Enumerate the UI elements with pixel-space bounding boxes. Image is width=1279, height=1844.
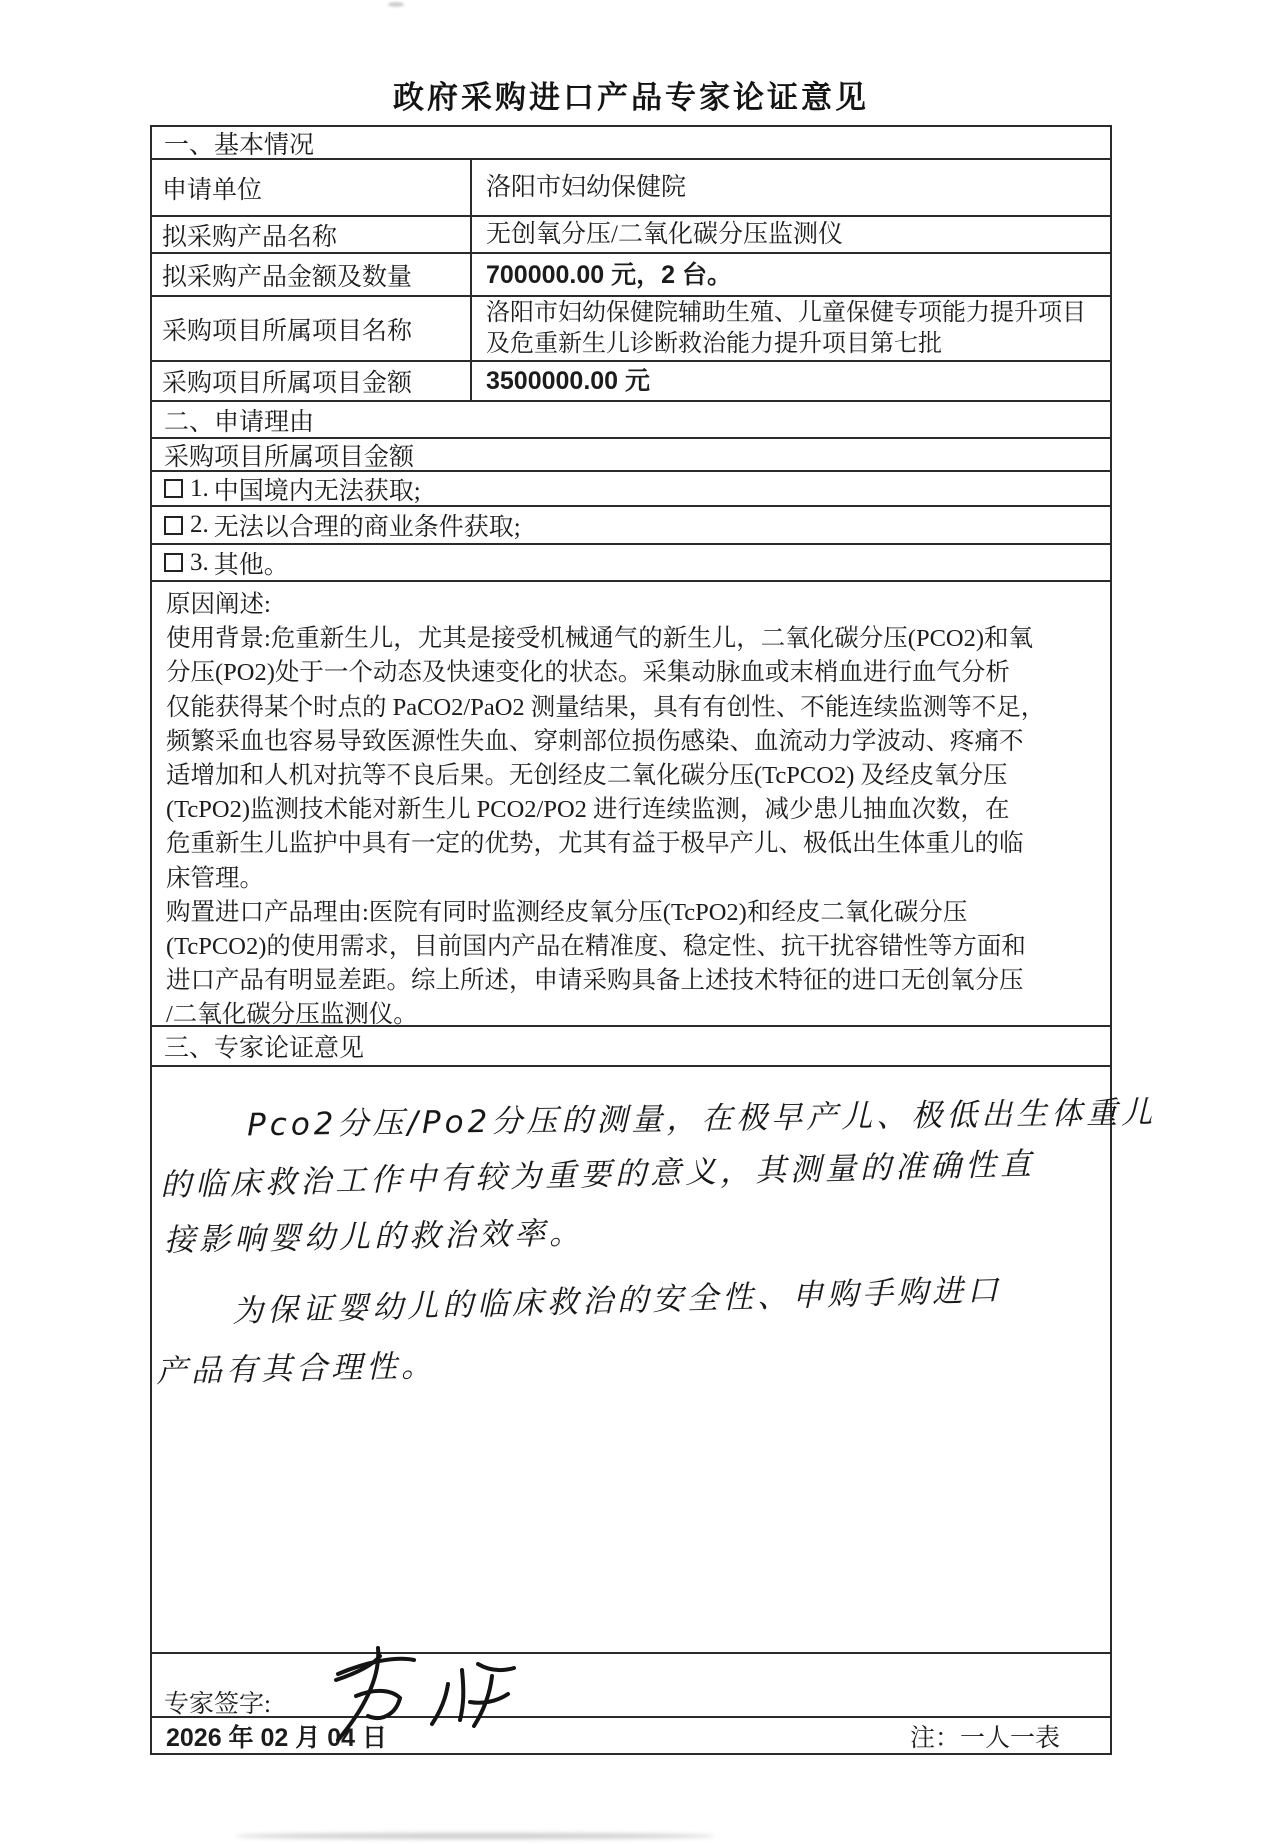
option-2-number: 2. [190,511,209,538]
section2-header: 二、申请理由 [164,408,315,436]
reason-line: /二氧化碳分压监测仪。 [166,1001,418,1029]
reason-line: (TcPO2)监测技术能对新生儿 PCO2/PO2 进行连续监测，减少患儿抽血次数，在 [166,796,1010,824]
reason-line: 适增加和人机对抗等不良后果。无创经皮二氧化碳分压(TcPCO2) 及经皮氧分压 [166,762,1008,790]
option-row-1 [152,472,1110,507]
option-3-number: 3. [190,548,209,576]
reason-statement [152,582,1110,1029]
option-2-text: 无法以合理的商业条件获取; [213,514,521,541]
project-name-value: 洛阳市妇幼保健院辅助生殖、儿童保健专项能力提升项目及危重新生儿诊断救治能力提升项目第七批 [486,299,1086,357]
signature-row [152,1654,1110,1718]
reason-line: 危重新生儿监护中具有一定的优势，尤其有益于极早产儿、极低出生体重儿的临 [166,830,1024,858]
handwritten-line: 的临床救治工作中有较为重要的意义，其测量的准确性直 [159,1146,1036,1204]
amount-quantity-label: 拟采购产品金额及数量 [152,254,472,295]
product-name-value: 无创氧分压/二氧化碳分压监测仪 [486,220,843,248]
reason-label: 原因阐述: [166,591,271,618]
note-text: 注：一人一表 [909,1724,1060,1752]
handwritten-line: 为保证婴幼儿的临床救治的安全性、申购手购进口 [231,1272,1003,1330]
project-amount-value: 3500000.00 元 [486,367,651,395]
section1-header-row [152,127,1110,160]
reason-line: 分压(PO2)处于一个动态及快速变化的状态。采集动脉血或末梢血进行血气分析 [166,659,1010,687]
section2-header-row [152,402,1110,439]
handwritten-line: 产品有其合理性。 [155,1348,437,1390]
project-amount-label: 采购项目所属项目金额 [152,362,472,400]
reason-row [152,582,1110,1027]
option-1-text: 中国境内无法获取; [213,477,421,505]
section2-subheader-row [152,439,1110,472]
option-2 [152,507,1110,543]
reason-line: (TcPCO2)的使用需求，目前国内产品在精准度、稳定性、抗干扰容错性等方面和 [166,933,1026,961]
expert-opinion-handwriting [152,1067,1157,1652]
checkbox-option-3 [164,553,183,572]
section2-subheader: 采购项目所属项目金额 [164,443,415,471]
expert-opinion-row [152,1067,1157,1654]
handwritten-line: 接影响婴幼儿的救治效率。 [163,1215,585,1259]
checkbox-option-2 [164,516,183,535]
table-row-product-name [152,217,1110,254]
form-table [150,125,1157,1755]
section3-header-row [152,1027,1110,1067]
table-row-amount-quantity [152,254,1110,297]
amount-quantity-value: 700000.00 元，2 台。 [486,260,732,289]
expert-signature-handwriting [322,1640,562,1744]
section3-header: 三、专家论证意见 [164,1035,365,1062]
signature-label: 专家签字: [164,1691,271,1718]
section1-header: 一、基本情况 [164,131,315,159]
reason-line: 床管理。 [166,864,264,892]
option-1 [152,472,1110,505]
option-3 [152,545,1110,580]
applicant-label: 申请单位 [152,160,472,215]
option-1-number: 1. [190,474,209,502]
option-row-2 [152,507,1110,545]
option-3-text: 其他。 [213,551,289,579]
table-row-applicant [152,160,1110,217]
reason-line: 频繁采血也容易导致医源性失血、穿刺部位损伤感染、血流动力学波动、疼痛不 [166,727,1024,755]
reason-line: 使用背景:危重新生儿，尤其是接受机械通气的新生儿，二氧化碳分压(PCO2)和氧 [166,625,1034,653]
product-name-label: 拟采购产品名称 [152,217,472,252]
reason-line: 进口产品有明显差距。综上所述，申请采购具备上述技术特征的进口无创氧分压 [166,967,1024,995]
table-row-project-amount [152,362,1110,402]
scan-shadow-bottom [235,1833,715,1839]
date-text: 2026 年 02 月 04 日 [166,1723,387,1752]
checkbox-option-1 [164,479,183,498]
date-row [152,1718,1110,1753]
project-name-label: 采购项目所属项目名称 [152,297,472,360]
document-title: 政府采购进口产品专家论证意见 [393,80,869,115]
handwritten-line: Pco2分压/Po2分压的测量，在极早产儿、极低出生体重儿 [246,1094,1157,1144]
table-row-project-name [152,297,1110,362]
option-row-3 [152,545,1110,582]
reason-line: 购置进口产品理由:医院有同时监测经皮氧分压(TcPO2)和经皮二氧化碳分压 [166,898,968,926]
applicant-value: 洛阳市妇幼保健院 [486,173,687,201]
reason-line: 仅能获得某个时点的 PaCO2/PaO2 测量结果，具有有创性、不能连续监测等不足， [166,693,1046,721]
scan-artifact-top [388,2,404,7]
